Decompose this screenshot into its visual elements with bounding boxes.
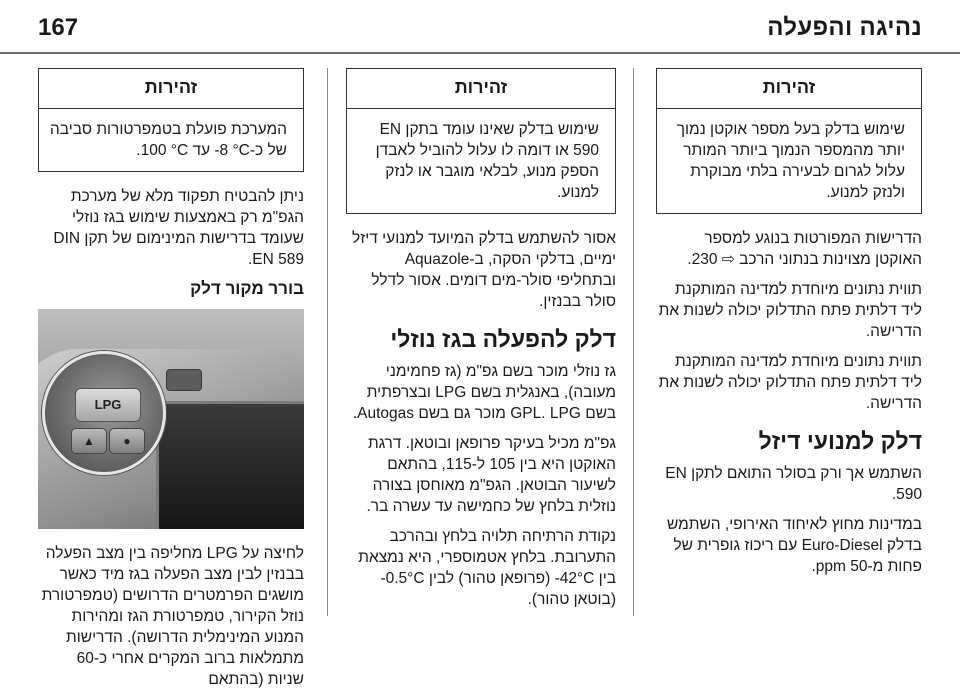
middle-column: [346, 68, 616, 619]
page-header: [0, 0, 960, 54]
zoom-circle: [42, 351, 166, 475]
paragraph: תווית נתונים מיוחדת למדינה המותקנת ליד דלתית פתח התדלוק יכולה לשנות את הדרישה.: [658, 281, 922, 340]
caution-box: [346, 68, 616, 214]
caution-box: [656, 68, 922, 214]
left-column: [38, 68, 304, 699]
column-divider: [633, 68, 634, 616]
caution-title: זהירות: [347, 69, 615, 109]
caution-title: זהירות: [39, 69, 303, 109]
paragraph: ניתן להבטיח תפקוד מלא של מערכת הגפ"מ רק באמצעות שימוש בגז נוזלי שעומד בדרישות המינימום של תקן DIN EN 589.: [53, 188, 304, 268]
lock-icon: ●: [109, 428, 145, 454]
paragraph: אסור להשתמש בדלק המיועד למנועי דיזל ימיים, בדלקי הסקה, ב-Aquazole ובתחליפי סולר-מים דומים. אסור לדלל סולר בבנזין.: [352, 230, 616, 310]
page-title: נהיגה והפעלה: [767, 14, 922, 41]
section-heading: בורר מקור דלק: [190, 279, 304, 298]
caution-body: שימוש בדלק שאינו עומד בתקן EN 590 או דומה לו עלול להוביל לאבדן הספק מנוע, לבלאי מוגבר או לנזק למנוע.: [375, 121, 599, 201]
section-heading: דלק למנועי דיזל: [758, 428, 922, 454]
paragraph: הדרישות המפורטות בנוגע למספר האוקטן מצוינות בנתוני הרכב ⇨ 230.: [687, 230, 922, 268]
hazard-icon: ▲: [71, 428, 107, 454]
paragraph: השתמש אך ורק בסולר התואם לתקן EN 590.: [665, 465, 922, 503]
lpg-button: LPG: [75, 388, 141, 422]
caution-body: שימוש בדלק בעל מספר אוקטן נמוך יותר מהמספר הנמוך ביותר המותר עלול לגרום לבעירה בלתי מבוקרת ולנזק למנוע.: [676, 121, 905, 201]
column-divider: [327, 68, 328, 616]
paragraph: תווית נתונים מיוחדת למדינה המותקנת ליד דלתית פתח התדלוק יכולה לשנות את הדרישה.: [658, 353, 922, 412]
caution-title: זהירות: [657, 69, 921, 109]
paragraph: נקודת הרתיחה תלויה בלחץ ובהרכב התערובת. בלחץ אטמוספרי, היא נמצאת בין ‎-42°C (פרופאן טהור) לבין ‎-0.5°C (בוטאן טהור).: [358, 528, 616, 608]
section-heading: דלק להפעלה בגז נוזלי: [390, 326, 616, 352]
paragraph: גז נוזלי מוכר בשם גפ"מ (גז פחמימני מעובה), באנגלית בשם LPG ובצרפתית בשם GPL. LPG מוכר גם בשם Autogas.: [352, 363, 616, 422]
paragraph: לחיצה על LPG מחליפה בין מצב הפעלה בבנזין לבין מצב הפעלה בגז מיד כאשר מושגים הפרמטרים הדרושים (טמפרטורת נוזל הקירור, טמפרטורת הגז ומהירות המנוע המינימלית הדרושה). הדרישות מתמלאות ברוב המקרים אחרי כ-60 שניות (בהתאם: [41, 545, 304, 688]
caution-body: המערכת פועלת בטמפרטורות סביבה של כ-‎-8 °C עד ‎100 °C.: [49, 121, 287, 159]
paragraph: גפ"מ מכיל בעיקר פרופאן ובוטאן. דרגת האוקטן היא בין 105 ל-115, בהתאם לשיעור הבוטאן. הגפ"מ מאוחסן בצורה נוזלית בלחץ של כחמישה עד עשרה בר.: [366, 435, 616, 515]
right-column: [656, 68, 922, 586]
fuel-selector-photo: [38, 309, 304, 529]
page-number: 167: [38, 14, 79, 41]
caution-box: [38, 68, 304, 172]
paragraph: במדינות מחוץ לאיחוד האירופי, השתמש בדלק Euro-Diesel עם ריכוז גופרית של פחות מ-50 ppm.: [666, 516, 922, 575]
air-vent: [166, 369, 202, 391]
infotainment-screen: [156, 401, 304, 529]
